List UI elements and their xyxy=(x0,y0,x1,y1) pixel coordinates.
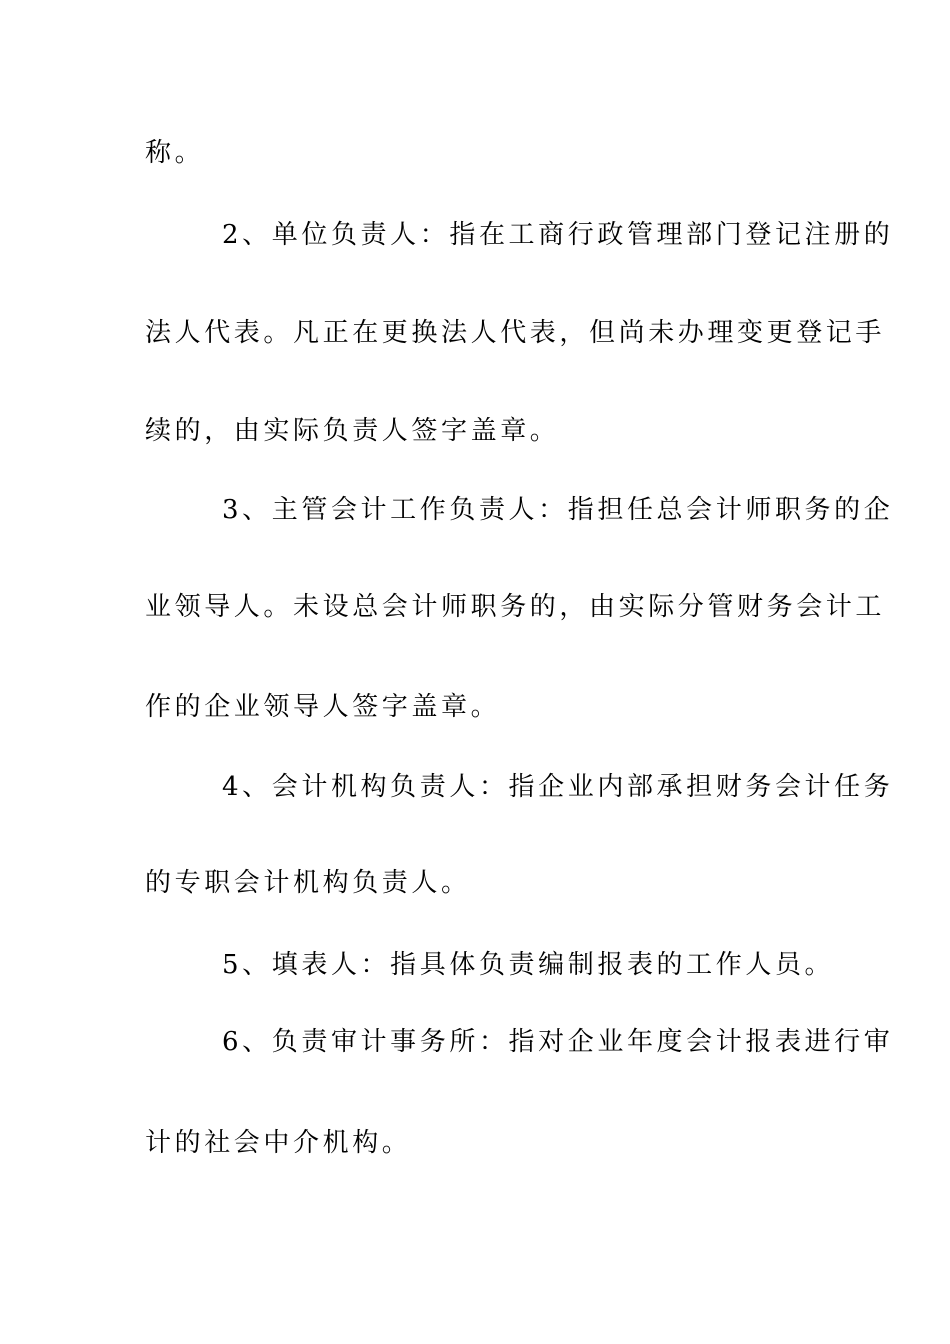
text-line: 续的，由实际负责人签字盖章。 xyxy=(145,416,560,446)
text-line: 的专职会计机构负责人。 xyxy=(145,868,471,898)
text-line: 计的社会中介机构。 xyxy=(145,1128,412,1158)
text-line: 称。 xyxy=(145,138,205,168)
text-line: 作的企业领导人签字盖章。 xyxy=(145,692,501,722)
text-line: 6、负责审计事务所：指对企业年度会计报表进行审 xyxy=(222,1027,894,1057)
text-line: 法人代表。凡正在更换法人代表，但尚未办理变更登记手 xyxy=(145,318,886,348)
text-line: 业领导人。未设总会计师职务的，由实际分管财务会计工 xyxy=(145,592,886,622)
text-line: 4、会计机构负责人：指企业内部承担财务会计任务 xyxy=(222,772,894,802)
text-line: 3、主管会计工作负责人：指担任总会计师职务的企 xyxy=(222,495,894,525)
text-line: 2、单位负责人：指在工商行政管理部门登记注册的 xyxy=(222,220,894,250)
text-line: 5、填表人：指具体负责编制报表的工作人员。 xyxy=(222,950,835,980)
